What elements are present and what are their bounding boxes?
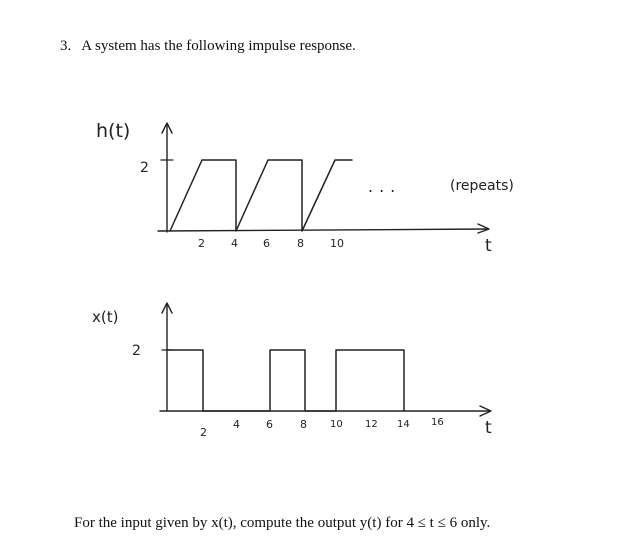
problem-text: A system has the following impulse response. bbox=[81, 38, 356, 54]
h-waveform bbox=[170, 160, 352, 231]
x-x-tick-14: 14 bbox=[397, 419, 410, 430]
x-x-tick-4: 4 bbox=[233, 418, 240, 431]
h-x-tick-4: 4 bbox=[231, 237, 238, 250]
x-x-tick-8: 8 bbox=[300, 418, 307, 431]
h-y-tick-label: 2 bbox=[140, 160, 149, 176]
input-signal-plot bbox=[92, 303, 492, 439]
h-ylabel: h(t) bbox=[96, 120, 131, 142]
h-x-tick-8: 8 bbox=[297, 237, 304, 250]
h-xlabel: t bbox=[485, 236, 492, 256]
x-x-tick-16: 16 bbox=[431, 417, 444, 428]
x-waveform bbox=[167, 350, 404, 411]
impulse-response-plot bbox=[96, 120, 514, 256]
problem-number: 3. bbox=[60, 38, 72, 54]
h-x-tick-6: 6 bbox=[263, 237, 270, 250]
h-x-tick-2: 2 bbox=[198, 237, 205, 250]
h-continuation: ... bbox=[368, 177, 402, 196]
x-ylabel: x(t) bbox=[92, 308, 119, 326]
h-repeats-note: (repeats) bbox=[450, 178, 514, 194]
x-x-tick-10: 10 bbox=[330, 419, 343, 430]
question-text: For the input given by x(t), compute the output y(t) for 4 ≤ t ≤ 6 only. bbox=[74, 515, 491, 531]
h-x-axis bbox=[158, 229, 488, 231]
x-x-tick-12: 12 bbox=[365, 419, 378, 430]
x-x-tick-2: 2 bbox=[200, 426, 207, 439]
x-y-tick-label: 2 bbox=[132, 343, 141, 359]
x-x-tick-6: 6 bbox=[266, 418, 273, 431]
x-xlabel: t bbox=[485, 418, 492, 438]
h-x-tick-10: 10 bbox=[330, 237, 344, 250]
